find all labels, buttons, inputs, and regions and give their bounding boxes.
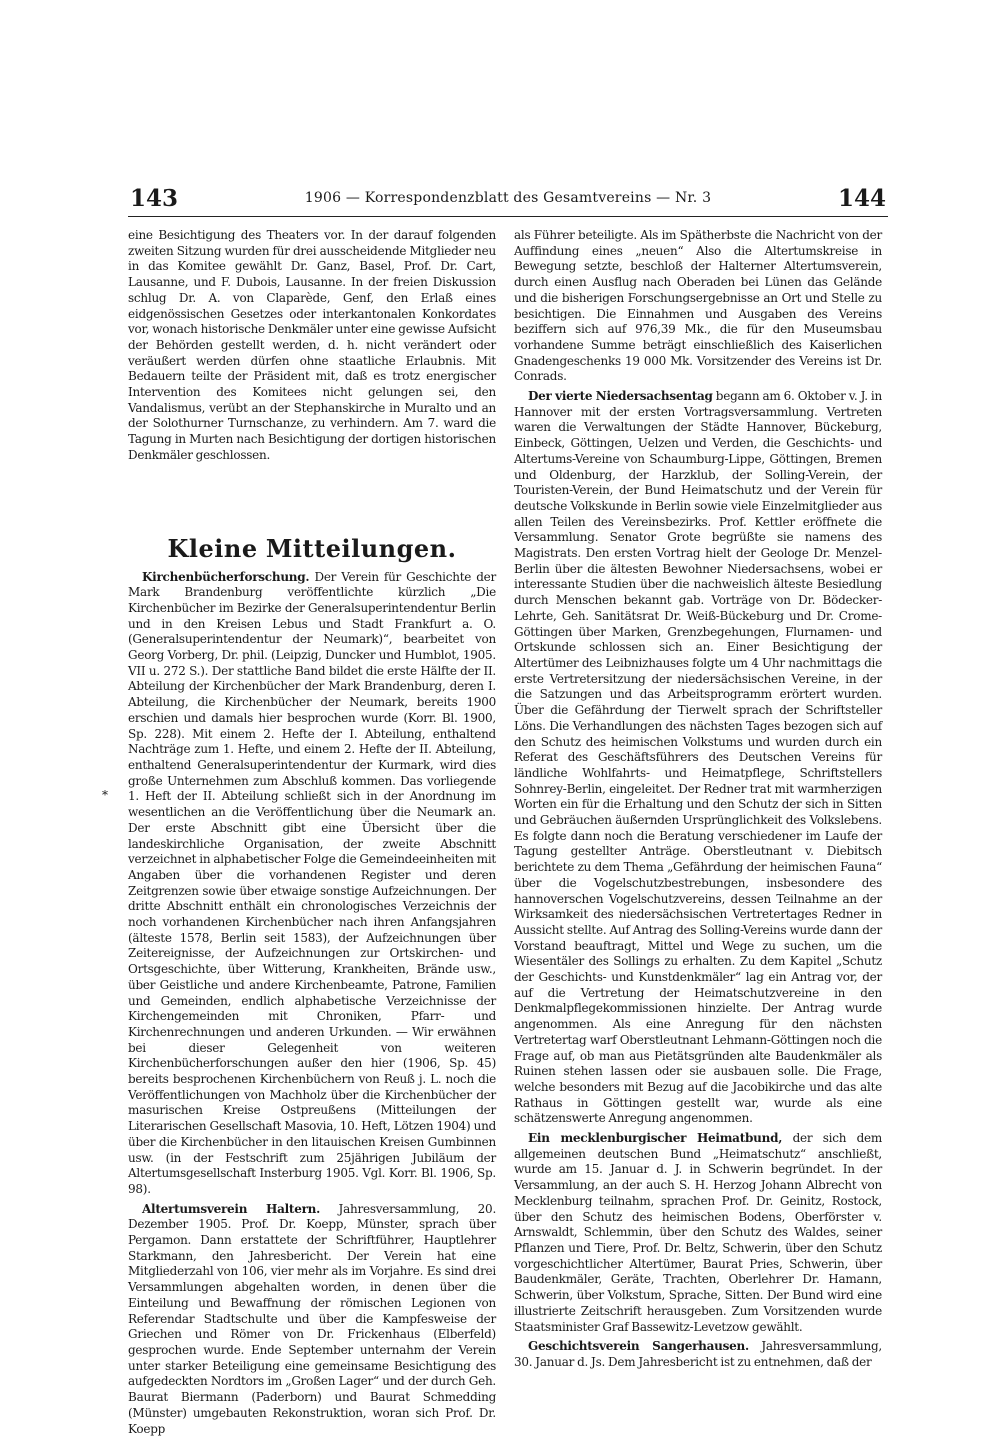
text-heimatbund: der sich dem allgemeinen deutschen Bund „Heimatschutz“ anschließt, wurde am 15. Januar d. J. in Schwerin begründet. In der Versammlung, an der auch S. H. Herzog Johann Albrecht von Mecklenburg teilnahm, sprachen Prof. Dr. Geinitz, Rostock, über den Schutz des heimischen Bodens, Oberförster v. Arnswaldt, Schlemmin, über den Schutz des Waldes, seiner Pflanzen und Tiere, Prof. Dr. Beltz, Schwerin, über den Schutz vorgeschichtlicher Altertümer, Baurat Pries, Schwerin, über Baudenkmäler, Geräte, Trachten, Oberlehrer Dr. Hamann, Schwerin, über Volkstum, Sprache, Sitten. Der Bund wird eine illustrierte Zeitschrift herausgeben. Zum Vorsitzenden wurde Staatsminister Graf Bassewitz-Levetzow gewählt. bbox=[514, 1131, 882, 1334]
paragraph-haltern-continuation: als Führer beteiligte. Als im Spätherbste die Nachricht von der Auffindung eines „neuen“ Also die Altertumskreise in Bewegung setzte, beschloß der Halterner Altertumsverein, durch einen Ausflug nach Oberaden bei Lünen das Gelände und die bisherigen Forschungsergebnisse an Ort und Stelle zu besichtigen. Die Einnahmen und Ausgaben des Vereins beziffern sich auf 976,39 Mk., die für den Museumsbau vorhandene Summe beträgt einschließlich des Kaiserlichen Gnadengeschenks 19 000 Mk. Vorsitzender des Vereins ist Dr. Conrads. bbox=[514, 228, 882, 384]
title-kirchenbuecherforschung: Kirchenbücherforschung. bbox=[142, 569, 310, 584]
paragraph-niedersachsentag bbox=[514, 389, 882, 1127]
text-niedersachsentag: begann am 6. Oktober v. J. in Hannover mit der ersten Vortragsversammlung. Vertreten waren die Verwaltungen der Städte Hannover, Bückeburg, Einbeck, Göttingen, Uelzen und Verden, die Geschichts- und Altertums-Vereine von Schaumburg-Lippe, Göttingen, Bremen und Oldenburg, der Harzklub, der Solling-Verein, der Touristen-Verein, der Bund Heimatschutz und der Verein für deutsche Volkskunde in Berlin sowie viele Einzelmitglieder aus allen Teilen des Vereinsbezirks. Prof. Kettler eröffnete die Versammlung. Senator Grote begrüßte sie namens des Magistrats. Den ersten Vortrag hielt der Geologe Dr. Menzel-Berlin über die ältesten Bewohner Niedersachsens, wobei er interessante Studien über die nachweislich älteste Besiedlung durch Menschen bekannt gab. Vorträge von Dr. Bödecker-Lehrte, Geh. Sanitätsrat Dr. Weiß-Bückeburg und Dr. Crome-Göttingen über Marken, Grenzbegehungen, Flurnamen- und Ortskunde schlossen sich an. Einer Besichtigung der Altertümer des Leibnizhauses folgte um 4 Uhr nachmittags die erste Vertretersitzung der niedersächsischen Vereine, in der die Satzungen und das Arbeitsprogramm erörtert wurden. Über die Gefährdung der Tierwelt sprach der Schriftsteller Löns. Die Verhandlungen des nächsten Tages bezogen sich auf den Schutz des heimischen Volkstums und wurden durch ein Referat des Geschäftsführers des Deutschen Vereins für ländliche Wohlfahrts- und Heimatpflege, Schriftstellers Sohnrey-Berlin, eingeleitet. Der Redner trat mit warmherzigen Worten ein für die Erhaltung und den Schutz der sich in Sitten und Gebräuchen äußernden Ursprünglichkeit des Volkslebens. Es folgte dann noch die Beratung verschiedener im Laufe der Tagung gestellter Anträge. Oberstleutnant v. Diebitsch berichtete zu dem Thema „Gefährdung der heimischen Fauna“ über die Vogelschutzbestrebungen, insbesondere des hannoverschen Vogelschutzvereins, dessen Teilnahme an der Wirksamkeit des niedersächsischen Vertretertages Redner in Aussicht stellte. Auf Antrag des Solling-Vereins wurde dann der Vorstand beauftragt, Mittel und Wege zu suchen, um die Wiesentäler des Sollings zu erhalten. Zu dem Kapitel „Schutz der Geschichts- und Kunstdenkmäler“ lag ein Antrag vor, der auf die Vertretung der Heimatschutzvereine in den Denkmalpflegekommissionen hinzielte. Der Antrag wurde angenommen. Als eine Anregung für den nächsten Vertretertag warf Oberstleutnant Lehmann-Göttingen noch die Frage auf, ob man aus Pietätsgründen alte Baudenkmäler als Ruinen stehen lassen oder sie ausbauen solle. Die Frage, welche besonders mit Bezug auf die Jacobikirche und das alte Rathaus in Göttingen gestellt war, wurde als eine schätzenswerte Anregung angenommen. bbox=[514, 389, 882, 1126]
paragraph-theater-continuation: eine Besichtigung des Theaters vor. In der darauf folgenden zweiten Sitzung wurden für drei ausscheidende Mitglieder neu in das Komitee gewählt Dr. Ganz, Basel, Prof. Dr. Cart, Lausanne, und F. Dubois, Lausanne. In der freien Diskussion schlug Dr. A. von Claparède, Genf, den Erlaß eines eidgenössischen Gesetzes oder interkantonalen Konkordates vor, wonach historische Denkmäler unter eine gewisse Aufsicht der Behörden gestellt werden, d. h. nicht verändert oder veräußert werden dürfen ohne staatliche Erlaubnis. Mit Bedauern teilte der Präsident mit, daß es trotz energischer Intervention des Komitees nicht gelungen sei, den Vandalismus, verübt an der Stephanskirche in Muralto und an der Solothurner Turnschanze, zu verhindern. Am 7. ward die Tagung in Murten nach Besichtigung der dortigen historischen Denkmäler geschlossen. bbox=[128, 228, 496, 462]
title-altertumsverein-haltern: Altertumsverein Haltern. bbox=[142, 1201, 321, 1216]
title-heimatbund: Ein mecklenburgischer Heimatbund, bbox=[528, 1131, 783, 1146]
text-sangerhausen: Jahresversammlung, 30. Januar d. Js. Dem Jahresbericht ist zu entnehmen, daß der bbox=[514, 1339, 882, 1369]
left-column bbox=[128, 228, 496, 1437]
paragraph-sangerhausen bbox=[514, 1339, 882, 1370]
margin-mark: * bbox=[102, 788, 108, 802]
right-column bbox=[514, 228, 882, 1371]
running-header bbox=[128, 186, 888, 217]
section-heading-kleine-mitteilungen: Kleine Mitteilungen. bbox=[167, 533, 457, 563]
right-page-number: 144 bbox=[837, 185, 886, 212]
paragraph-heimatbund bbox=[514, 1131, 882, 1335]
left-page-number: 143 bbox=[130, 185, 179, 212]
running-title: 1906 — Korrespondenzblatt des Gesamtvereins — Nr. 3 bbox=[304, 190, 712, 206]
text-kirchenbuecherforschung: Der Verein für Geschichte der Mark Brandenburg veröffentlichte kürzlich „Die Kirchenbücher im Bezirke der Generalsuperintendentur Berlin und in den Kreisen Lebus und Stadt Frankfurt a. O. (Generalsuperintendentur der Neumark)“, bearbeitet von Georg Vorberg, Dr. phil. (Leipzig, Duncker und Humblot, 1905. VII u. 272 S.). Der stattliche Band bildet die erste Hälfte der II. Abteilung der Kirchenbücher der Mark Brandenburg, deren I. Abteilung, die Kirchenbücher der Neumark, bereits 1900 erschien und damals hier besprochen wurde (Korr. Bl. 1900, Sp. 228). Mit einem 2. Hefte der I. Abteilung, enthaltend Nachträge zum 1. Hefte, und einem 2. Hefte der II. Abteilung, enthaltend Generalsuperintendentur der Kurmark, wird dies große Unternehmen zum Abschluß kommen. Das vorliegende 1. Heft der II. Abteilung schließt sich in der Anordnung im wesentlichen an die Veröffentlichung über die Neumark an. Der erste Abschnitt gibt eine Übersicht über die landeskirchliche Organisation, der zweite Abschnitt verzeichnet in alphabetischer Folge die Gemeindeeinheiten mit Angaben über die vorhandenen Register und deren Zeitgrenzen sowie über etwaige sonstige Aufzeichnungen. Der dritte Abschnitt enthält ein chronologisches Verzeichnis der noch vorhandenen Kirchenbücher nach ihren Anfangsjahren (älteste 1578, Berlin seit 1583), der Aufzeichnungen über Zeitereignisse, der Aufzeichnungen zur Ortskirchen- und Ortsgeschichte, über Witterung, Krankheiten, Brände usw., über Geistliche und andere Kirchenbeamte, Patrone, Familien und Gemeinden, endlich alphabetische Verzeichnisse der Kirchengemeinden mit Chroniken, Pfarr- und Kirchenrechnungen und anderen Urkunden. — Wir erwähnen bei dieser Gelegenheit von weiteren Kirchenbücherforschungen außer den hier (1906, Sp. 45) bereits besprochenen Kirchenbüchern von Reuß j. L. noch die Veröffentlichungen von Machholz über die Kirchenbücher der masurischen Kreise Ostpreußens (Mitteilungen der Literarischen Gesellschaft Masovia, 10. Heft, Lötzen 1904) und über die Kirchenbücher in den litauischen Kreisen Gumbinnen usw. (in der Festschrift zum 25jährigen Jubiläum der Altertumsgesellschaft Insterburg 1905. Vgl. Korr. Bl. 1906, Sp. 98). bbox=[128, 569, 496, 1196]
title-niedersachsentag: Der vierte Niedersachsentag bbox=[528, 389, 713, 404]
paragraph-kirchenbuecher bbox=[128, 570, 496, 1198]
paragraph-haltern bbox=[128, 1202, 496, 1437]
title-sangerhausen: Geschichtsverein Sangerhausen. bbox=[528, 1339, 749, 1354]
text-altertumsverein-haltern: Jahresversammlung, 20. Dezember 1905. Prof. Dr. Koepp, Münster, sprach über Pergamon. Dann erstattete der Schriftführer, Hauptlehrer Starkmann, den Jahresbericht. Der Verein hat eine Mitgliederzahl von 106, vier mehr als im Vorjahre. Es sind drei Versammlungen abgehalten worden, in denen über die Einteilung und Bewaffnung der römischen Legionen von Referendar Stadtschulte und über die Kampfesweise der Griechen und Römer von Dr. Frickenhaus (Elberfeld) gesprochen wurde. Ende September unternahm der Verein unter starker Beteiligung eine gemeinsame Besichtigung des aufgedeckten Nordtors im „Großen Lager“ und der durch Geh. Baurat Biermann (Paderborn) und Baurat Schmedding (Münster) umgebauten Rekonstruktion, woran sich Prof. Dr. Koepp bbox=[128, 1201, 497, 1436]
